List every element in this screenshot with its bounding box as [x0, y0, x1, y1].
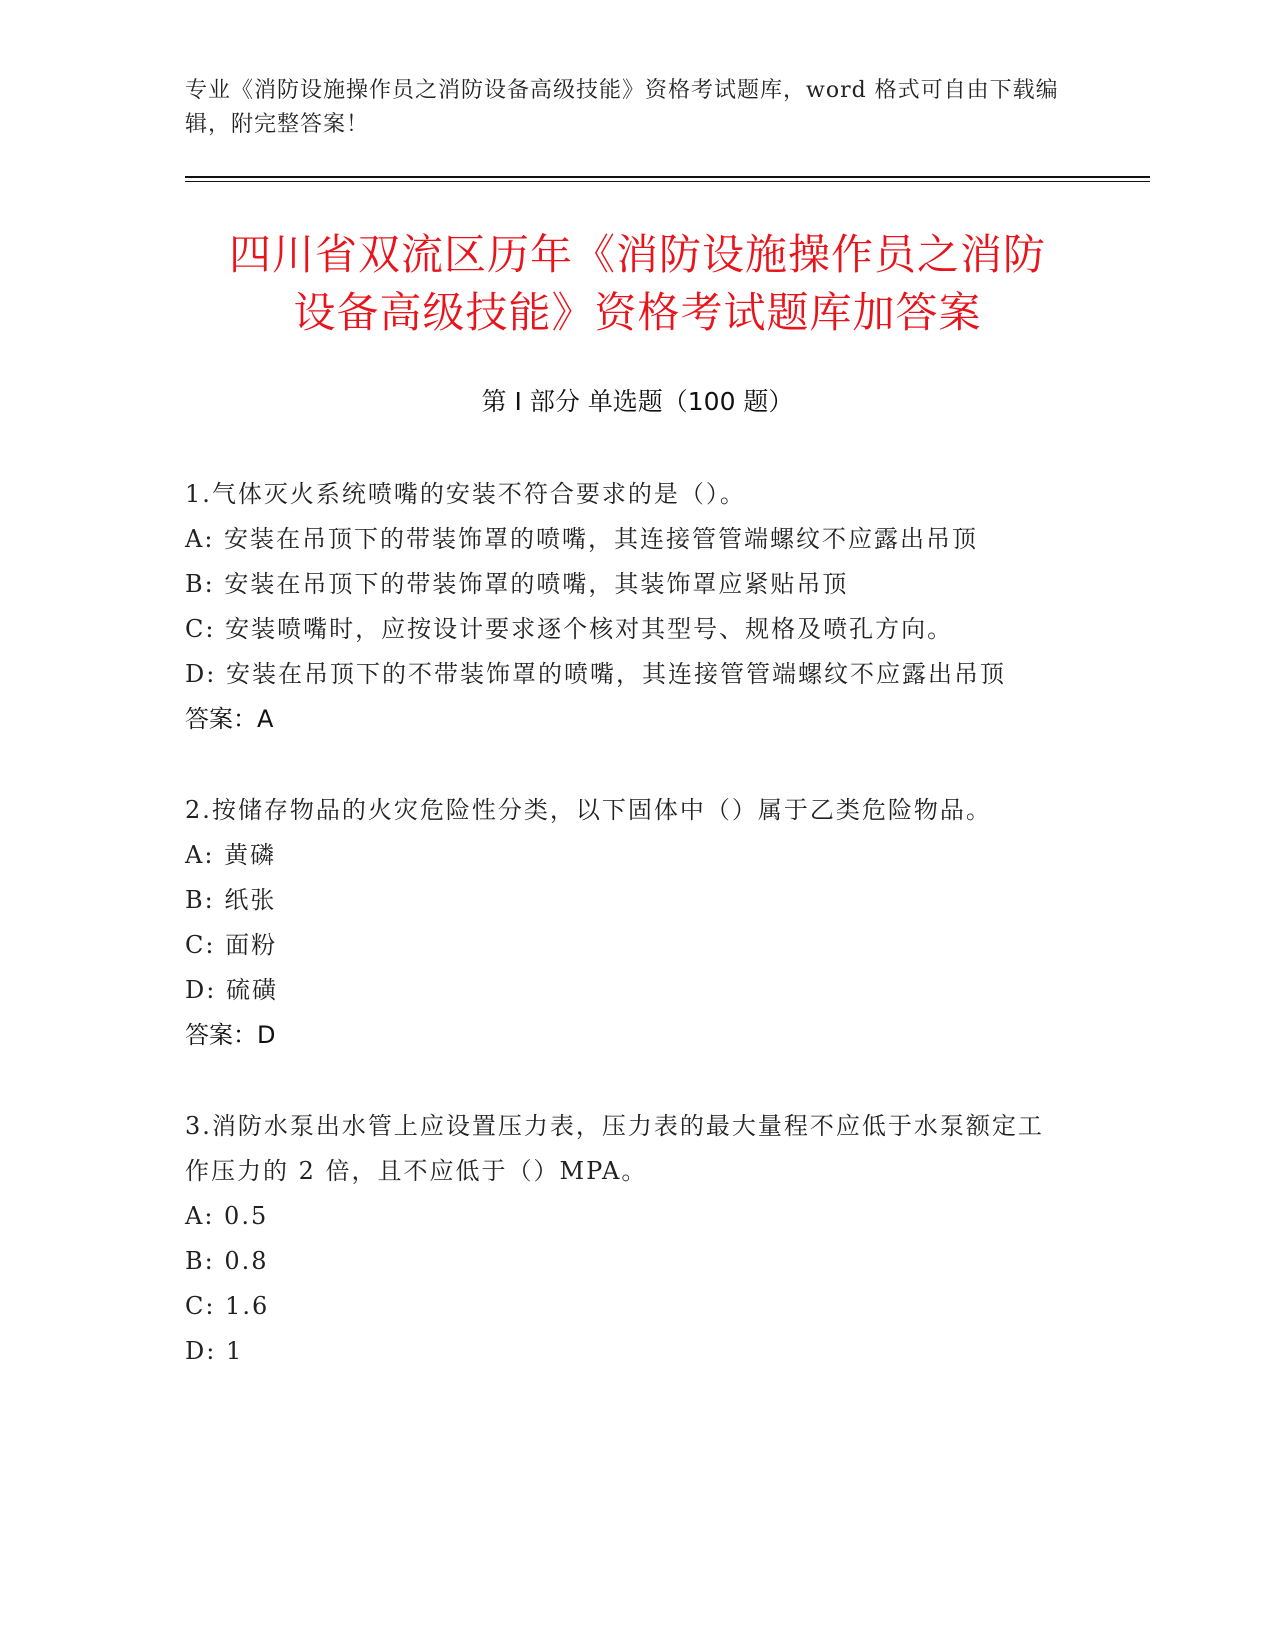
question-stem: 2.按储存物品的火灾危险性分类，以下固体中（）属于乙类危险物品。: [185, 796, 992, 824]
question-stem: 3.消防水泵出水管上应设置压力表，压力表的最大量程不应低于水泵额定工作压力的 2 倍，且不应低于（）MPA。: [185, 1112, 1044, 1185]
option-b: B: 0.8: [185, 1247, 269, 1275]
option-a: A: 黄磷: [185, 841, 277, 869]
answer: 答案：A: [185, 705, 274, 733]
document-title: [150, 226, 1125, 342]
question-1: [185, 472, 1065, 742]
question-3: [185, 1104, 1065, 1374]
option-c: C: 安装喷嘴时，应按设计要求逐个核对其型号、规格及喷孔方向。: [185, 615, 954, 643]
header-note: 专业《消防设施操作员之消防设备高级技能》资格考试题库，word 格式可自由下载编辑，附完整答案！: [185, 78, 1059, 137]
section-heading: 第 I 部分 单选题（100 题）: [481, 387, 794, 416]
option-c: C: 面粉: [185, 931, 278, 959]
option-a: A: 安装在吊顶下的带装饰罩的喷嘴，其连接管管端螺纹不应露出吊顶: [185, 525, 979, 553]
option-c: C: 1.6: [185, 1292, 270, 1320]
header-rule-thick: [185, 176, 1150, 178]
answer: 答案：D: [185, 1021, 276, 1049]
option-b: B: 纸张: [185, 886, 277, 914]
option-d: D: 安装在吊顶下的不带装饰罩的喷嘴，其连接管管端螺纹不应露出吊顶: [185, 660, 1006, 688]
document-title-line-2: 设备高级技能》资格考试题库加答案: [293, 288, 982, 337]
option-d: D: 硫磺: [185, 976, 278, 1004]
question-list: [185, 472, 1065, 1420]
question-stem: 1.气体灭火系统喷嘴的安装不符合要求的是（）。: [185, 480, 746, 508]
option-d: D: 1: [185, 1337, 244, 1365]
question-2: [185, 788, 1065, 1058]
header-rule-thin: [185, 181, 1150, 182]
document-title-line-1: 四川省双流区历年《消防设施操作员之消防: [228, 230, 1046, 279]
option-a: A: 0.5: [185, 1202, 269, 1230]
option-b: B: 安装在吊顶下的带装饰罩的喷嘴，其装饰罩应紧贴吊顶: [185, 570, 849, 598]
